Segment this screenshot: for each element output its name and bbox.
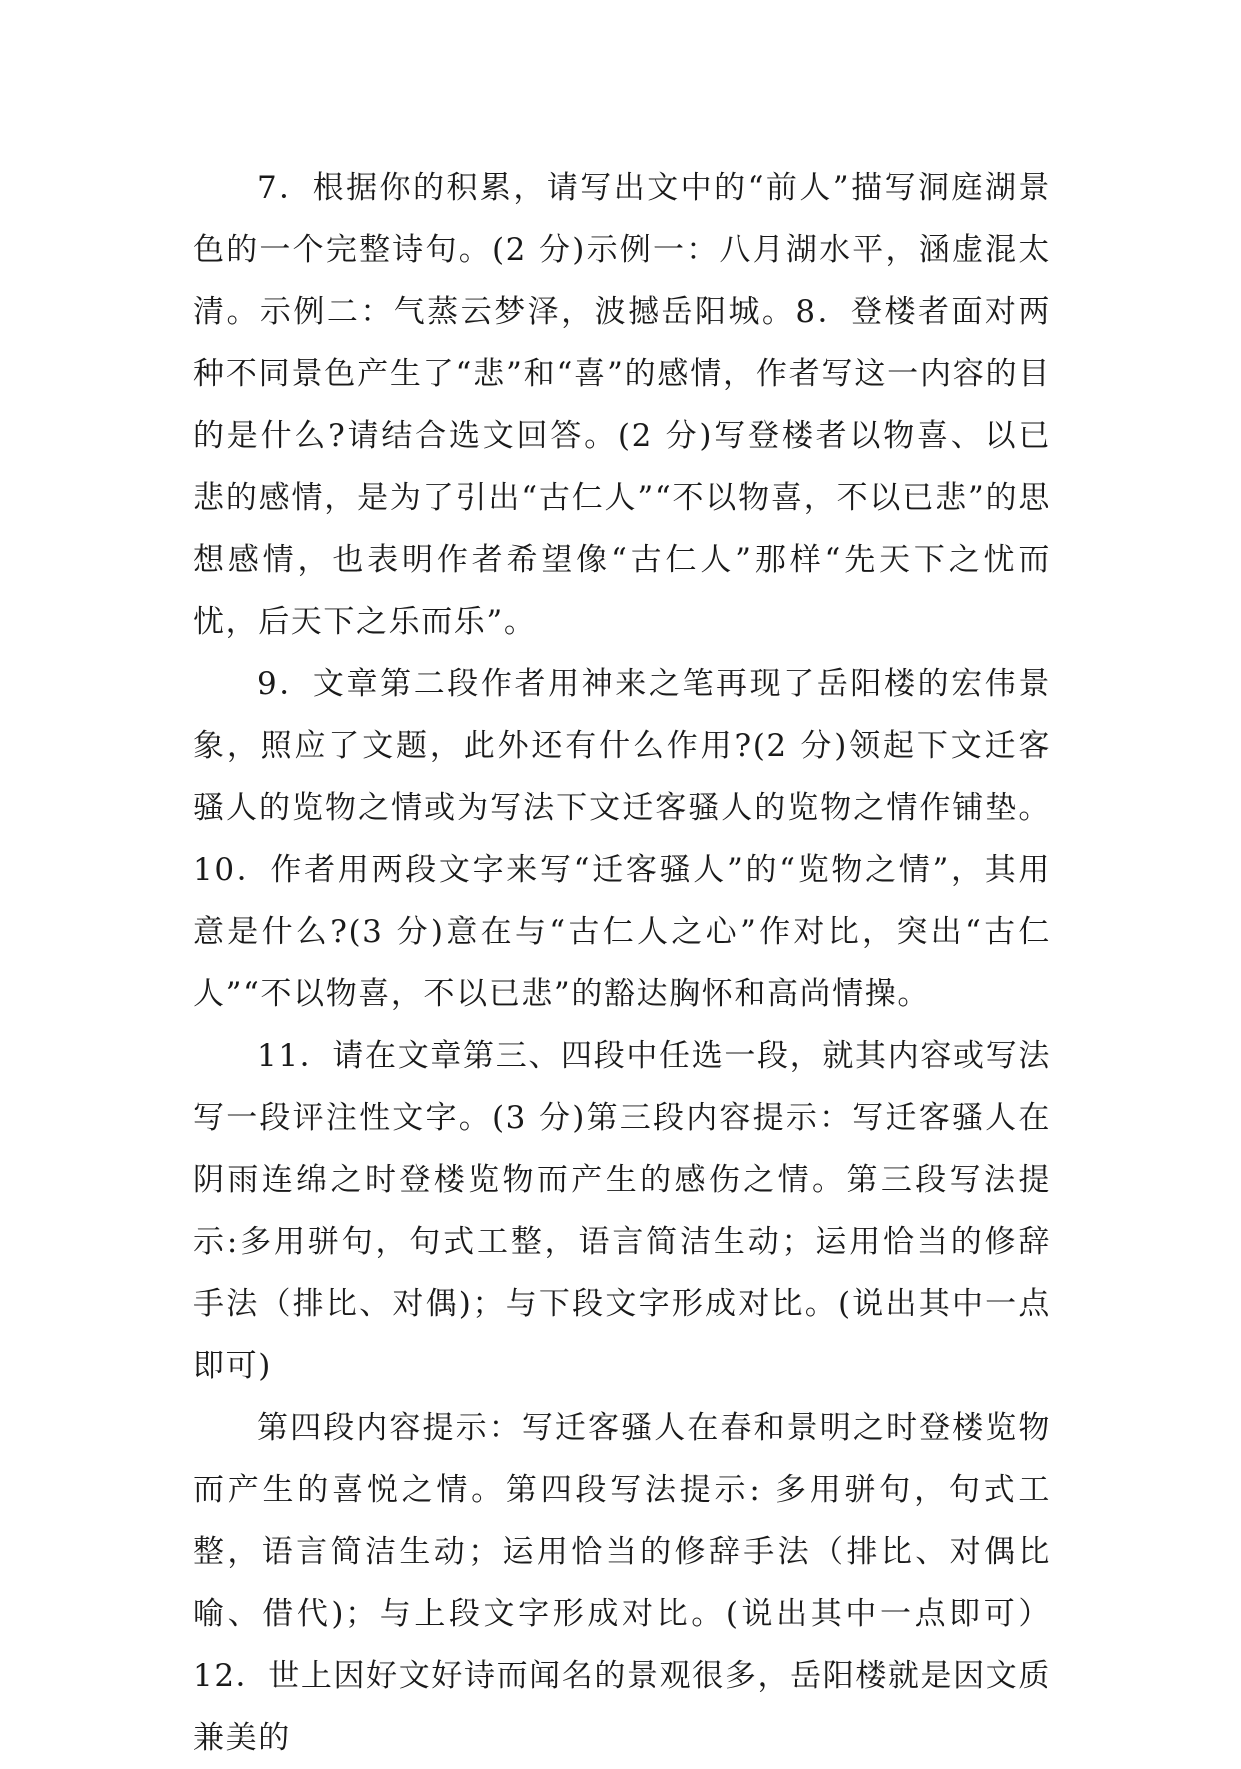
answer-paragraph-11: 11．请在文章第三、四段中任选一段，就其内容或写法写一段评注性文字。(3 分)第三段内容提示：写迁客骚人在阴雨连绵之时登楼览物而产生的感伤之情。第三段写法提示:多用骈句，句式工整，语言简洁生动；运用恰当的修辞手法（排比、对偶)；与下段文字形成对比。(说出其中一点即可) [193, 1038, 1051, 1384]
answer-paragraph-7-8: 7．根据你的积累，请写出文中的“前人”描写洞庭湖景色的一个完整诗句。(2 分)示例一：八月湖水平，涵虚混太清。示例二：气蒸云梦泽，波撼岳阳城。8．登楼者面对两种不同景色产生了“悲”和“喜”的感情，作者写这一内容的目的是什么?请结合选文回答。(2 分)写登楼者以物喜、以已悲的感情，是为了引出“古仁人”“不以物喜，不以已悲”的思想感情，也表明作者希望像“古仁人”那样“先天下之忧而忧，后天下之乐而乐”。 [193, 170, 1051, 640]
answer-paragraph-9-10: 9．文章第二段作者用神来之笔再现了岳阳楼的宏伟景象，照应了文题，此外还有什么作用?(2 分)领起下文迁客骚人的览物之情或为写法下文迁客骚人的览物之情作铺垫。10．作者用两段文字来写“迁客骚人”的“览物之情”，其用意是什么?(3 分)意在与“古仁人之心”作对比，突出“古仁人”“不以物喜，不以已悲”的豁达胸怀和高尚情操。 [193, 666, 1051, 1012]
document-page [193, 157, 1051, 1769]
answer-paragraph-11-cont-12: 第四段内容提示：写迁客骚人在春和景明之时登楼览物而产生的喜悦之情。第四段写法提示: 多用骈句，句式工整，语言简洁生动；运用恰当的修辞手法（排比、对偶比喻、借代)；与上段文字形成对比。(说出其中一点即可）12．世上因好文好诗而闻名的景观很多，岳阳楼就是因文质兼美的 [193, 1410, 1051, 1756]
